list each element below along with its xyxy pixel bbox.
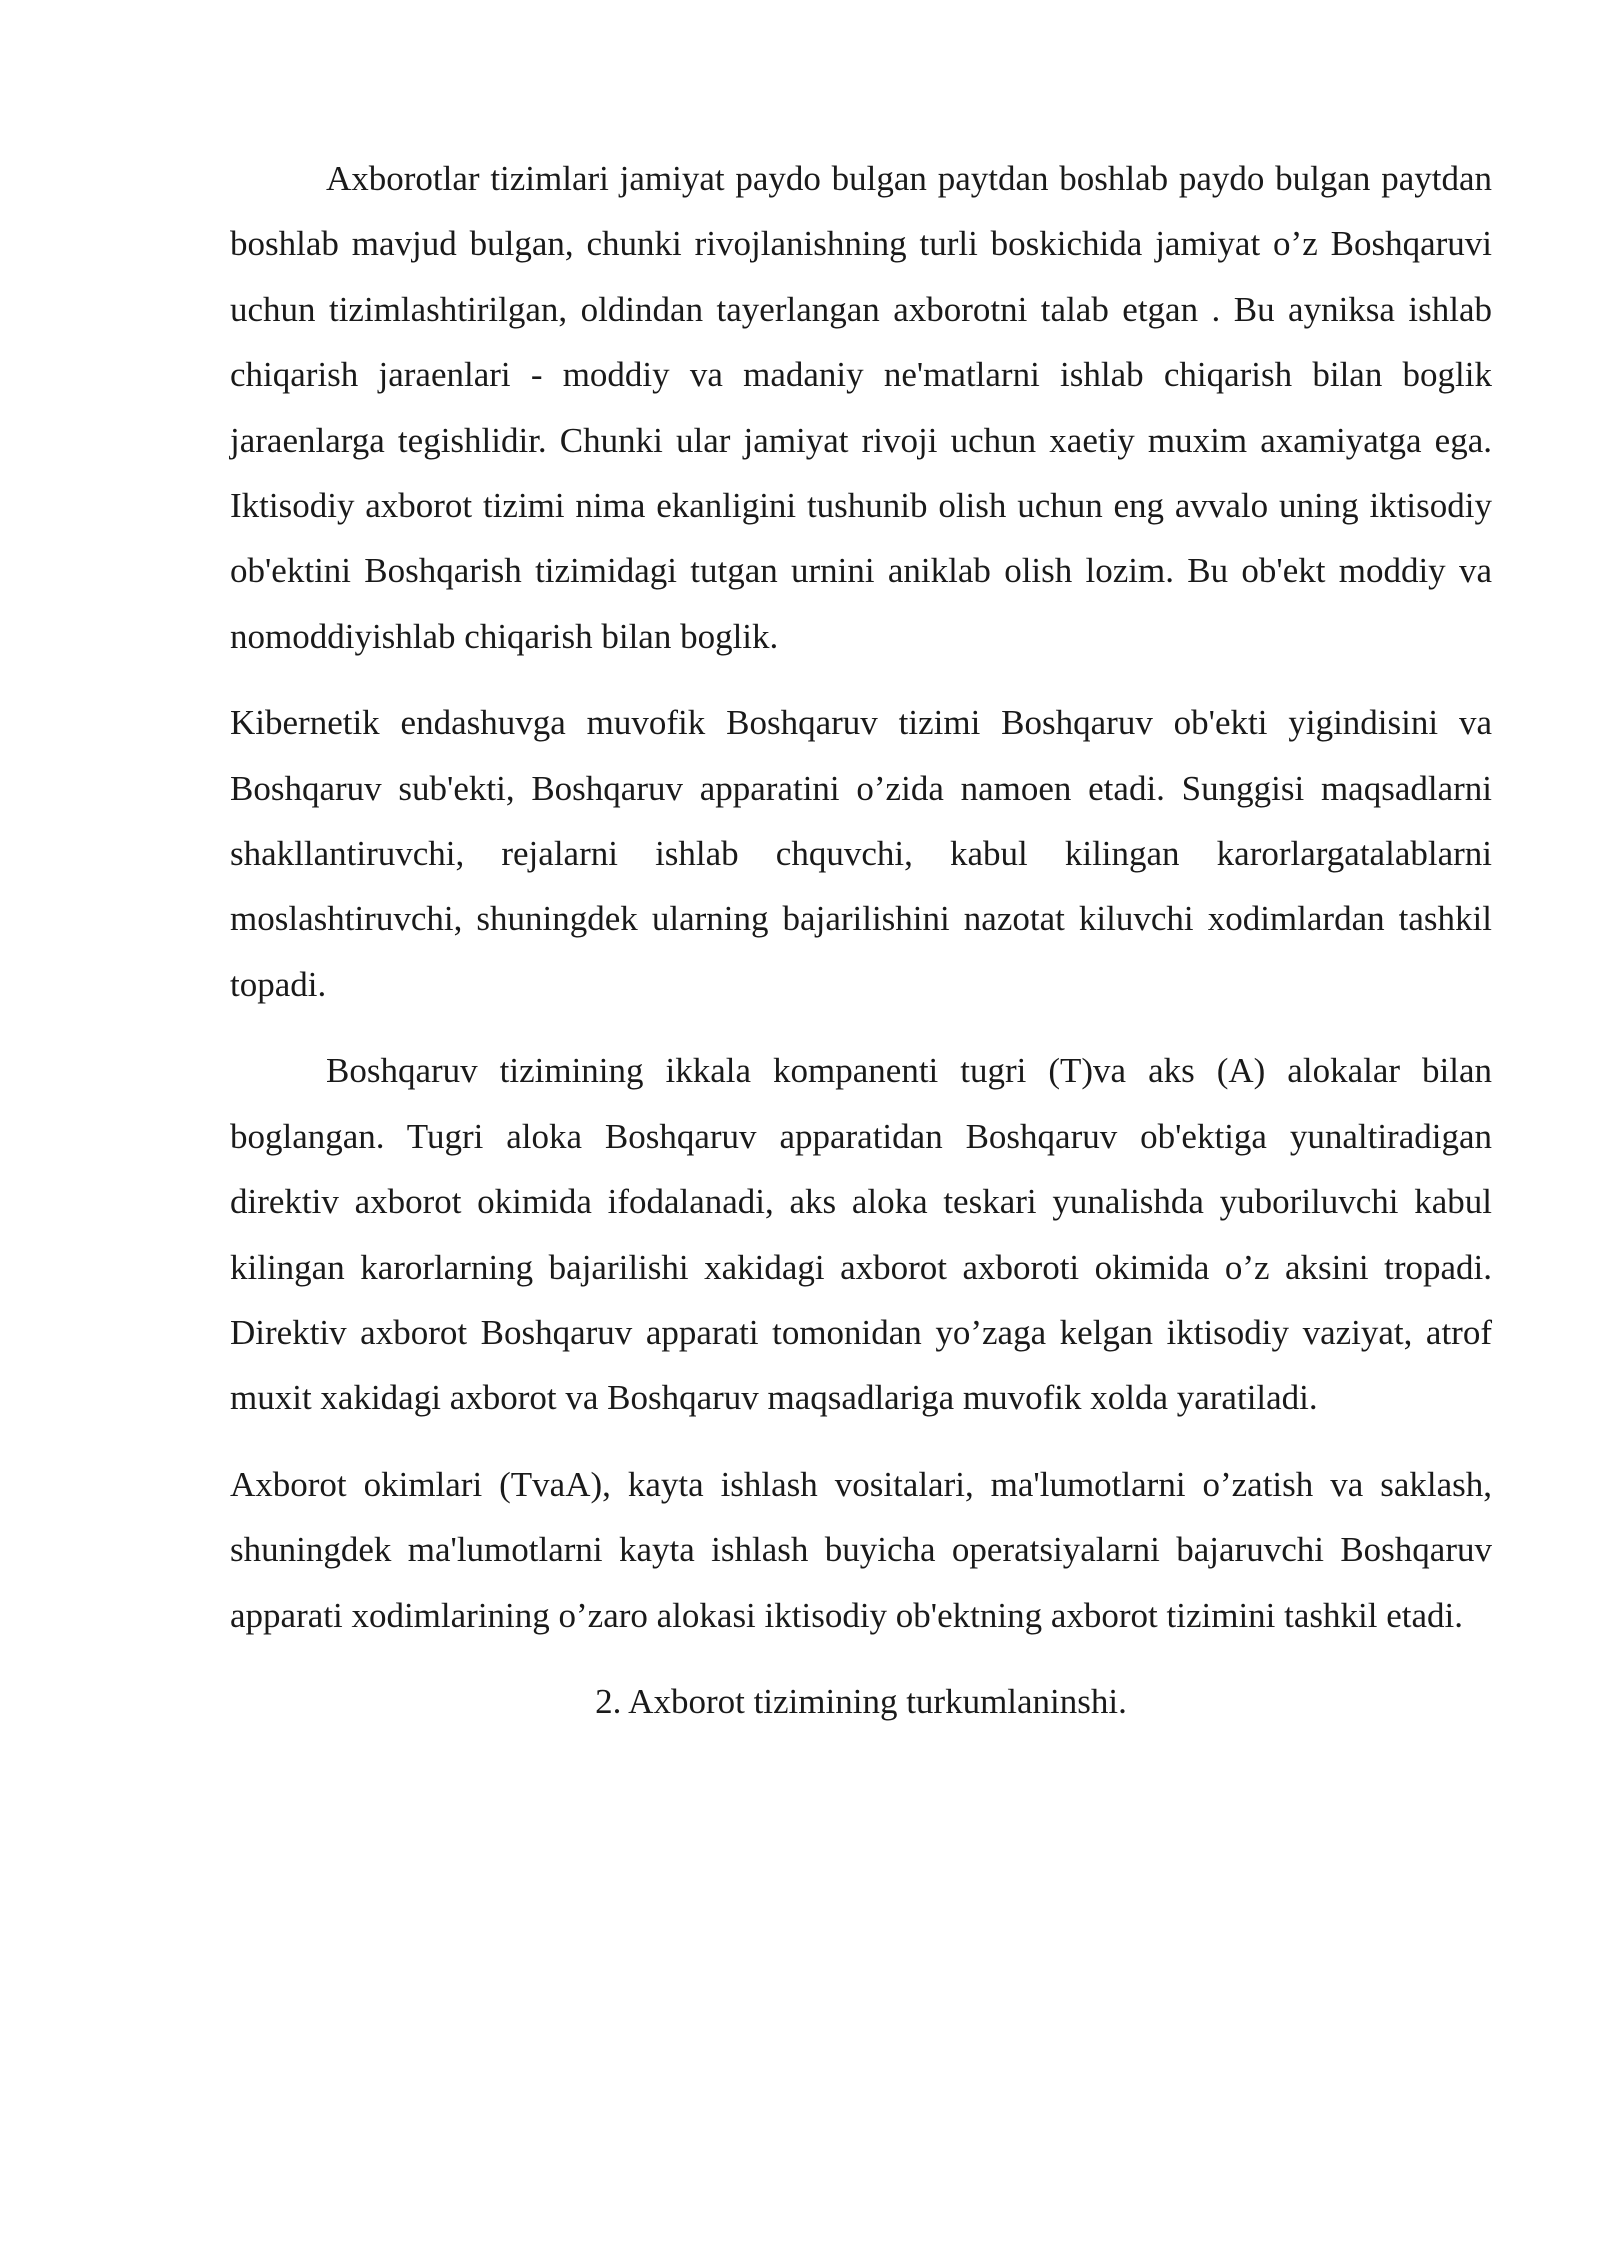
section-heading: 2. Axborot tizimining turkumlaninshi.	[595, 1681, 1127, 1721]
paragraph-2: Kibernetik endashuvga muvofik Boshqaruv tizimi Boshqaruv ob'ekti yigindisini va Boshqaruv sub'ekti, Boshqaruv apparatini o’zida namoen etadi. Sunggisi maqsadlarni shakllantiruvchi, rejalarni ishlab chquvchi, kabul kilingan karorlargatalablarni moslashtiruvchi, shuningdek ularning bajarilishini nazotat kiluvchi xodimlardan tashkil topadi.	[230, 703, 1492, 1004]
paragraph-1: Axborotlar tizimlari jamiyat paydo bulgan paytdan boshlab paydo bulgan paytdan boshlab mavjud bulgan, chunki rivojlanishning turli boskichida jamiyat o’z Boshqaruvi uchun tizimlashtirilgan, oldindan tayerlangan axborotni talab etgan . Bu ayniksa ishlab chiqarish jaraenlari - moddiy va madaniy ne'matlarni ishlab chiqarish bilan boglik jaraenlarga tegishlidir. Chunki ular jamiyat rivoji uchun xaetiy muxim axamiyatga ega. Iktisodiy axborot tizimi nima ekanligini tushunib olish uchun eng avvalo uning iktisodiy ob'ektini Boshqarish tizimidagi tutgan urnini aniklab olish lozim. Bu ob'ekt moddiy va nomoddiyishlab chiqarish bilan boglik.	[230, 159, 1492, 656]
document-body	[230, 146, 1492, 1734]
paragraph-4: Axborot okimlari (TvaA), kayta ishlash vositalari, ma'lumotlarni o’zatish va saklash, shuningdek ma'lumotlarni kayta ishlash buyicha operatsiyalarni bajaruvchi Boshqaruv apparati xodimlarining o’zaro alokasi iktisodiy ob'ektning axborot tizimini tashkil etadi.	[230, 1464, 1492, 1635]
paragraph-3: Boshqaruv tizimining ikkala kompanenti tugri (T)va aks (A) alokalar bilan boglangan. Tugri aloka Boshqaruv apparatidan Boshqaruv ob'ektiga yunaltiradigan direktiv axborot okimida ifodalanadi, aks aloka teskari yunalishda yuboriluvchi kabul kilingan karorlarning bajarilishi xakidagi axborot axboroti okimida o’z aksini tropadi. Direktiv axborot Boshqaruv apparati tomonidan yo’zaga kelgan iktisodiy vaziyat, atrof muxit xakidagi axborot va Boshqaruv maqsadlariga muvofik xolda yaratiladi.	[230, 1051, 1492, 1418]
